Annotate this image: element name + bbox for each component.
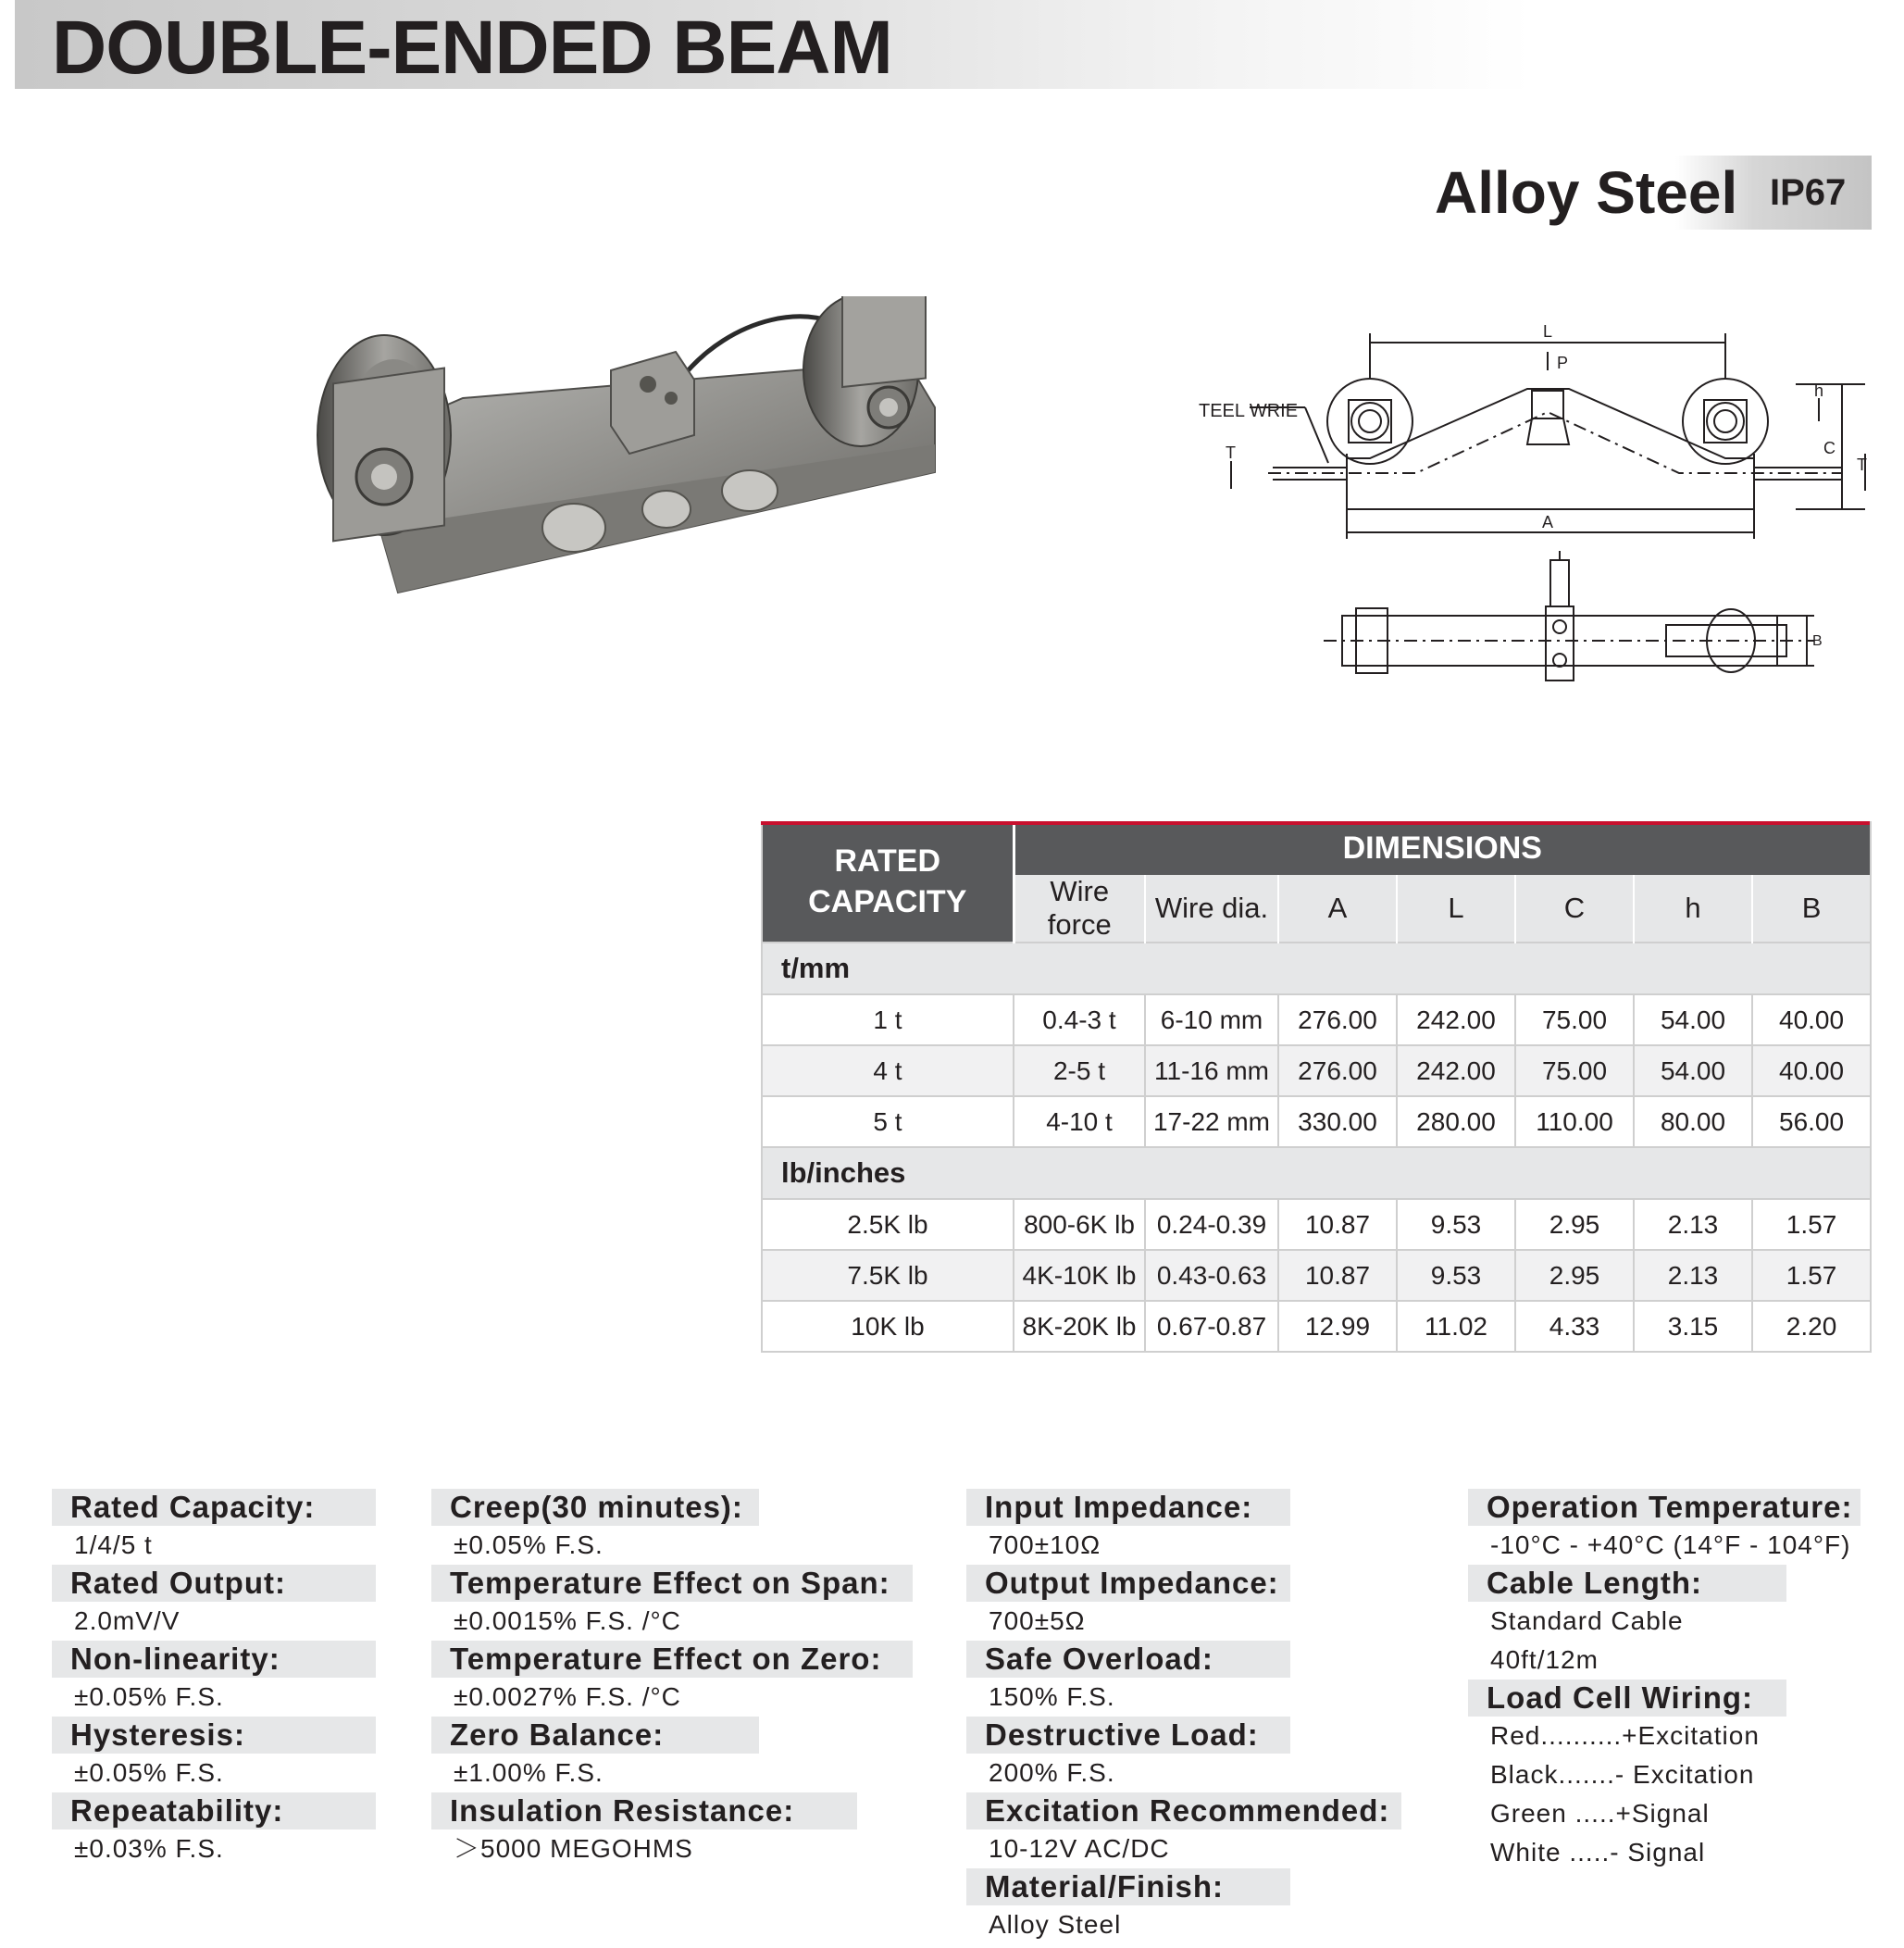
spec-value-cable-length: 40ft/12m bbox=[1490, 1645, 1599, 1674]
table-cell: 2.5K lb bbox=[762, 1199, 1014, 1250]
table-cell: 242.00 bbox=[1397, 994, 1515, 1045]
table-cell: 10K lb bbox=[762, 1301, 1014, 1352]
spec-value-operation-temp: -10°C - +40°C (14°F - 104°F) bbox=[1490, 1530, 1851, 1559]
table-cell: 4-10 t bbox=[1014, 1096, 1145, 1147]
table-cell: 11.02 bbox=[1397, 1301, 1515, 1352]
spec-value-insulation: ＞5000 MEGOHMS bbox=[454, 1834, 693, 1863]
table-cell: 0.43-0.63 bbox=[1145, 1250, 1278, 1301]
table-row bbox=[762, 994, 1871, 1045]
spec-value-rated-capacity: 1/4/5 t bbox=[74, 1530, 153, 1559]
spec-label-repeatability: Repeatability: bbox=[52, 1792, 376, 1829]
table-cell: 2.95 bbox=[1515, 1250, 1634, 1301]
label-t-right: T bbox=[1857, 456, 1867, 474]
spec-label-safe-overload: Safe Overload: bbox=[966, 1641, 1290, 1678]
spec-value-excitation: 10-12V AC/DC bbox=[989, 1834, 1170, 1863]
spec-label-cable-length: Cable Length: bbox=[1468, 1565, 1786, 1602]
label-c: C bbox=[1823, 439, 1836, 457]
label-l: L bbox=[1542, 324, 1553, 341]
table-cell: 10.87 bbox=[1278, 1199, 1397, 1250]
spec-label-insulation: Insulation Resistance: bbox=[431, 1792, 857, 1829]
imperial-unit-row: lb/inches bbox=[762, 1147, 1871, 1199]
spec-value-input-impedance: 700±10Ω bbox=[989, 1530, 1101, 1559]
spec-value-temp-span: ±0.0015% F.S. /°C bbox=[454, 1606, 681, 1635]
col-wire-force: Wire force bbox=[1014, 875, 1145, 943]
page-title: DOUBLE-ENDED BEAM bbox=[52, 6, 892, 90]
table-cell: 12.99 bbox=[1278, 1301, 1397, 1352]
spec-label-input-impedance: Input Impedance: bbox=[966, 1489, 1290, 1526]
table-cell: 1 t bbox=[762, 994, 1014, 1045]
col-h: h bbox=[1634, 875, 1752, 943]
table-row bbox=[762, 1045, 1871, 1096]
spec-label-material-finish: Material/Finish: bbox=[966, 1868, 1290, 1905]
label-a: A bbox=[1541, 513, 1554, 531]
table-cell: 4.33 bbox=[1515, 1301, 1634, 1352]
table-cell: 2.95 bbox=[1515, 1199, 1634, 1250]
metric-unit-row: t/mm bbox=[762, 943, 1871, 994]
spec-label-creep: Creep(30 minutes): bbox=[431, 1489, 759, 1526]
table-cell: 330.00 bbox=[1278, 1096, 1397, 1147]
table-cell: 8K-20K lb bbox=[1014, 1301, 1145, 1352]
table-cell: 17-22 mm bbox=[1145, 1096, 1278, 1147]
label-h: h bbox=[1814, 381, 1824, 400]
table-cell: 242.00 bbox=[1397, 1045, 1515, 1096]
table-cell: 11-16 mm bbox=[1145, 1045, 1278, 1096]
table-cell: 6-10 mm bbox=[1145, 994, 1278, 1045]
spec-label-destructive-load: Destructive Load: bbox=[966, 1717, 1290, 1754]
col-a: A bbox=[1278, 875, 1397, 943]
wiring-green: Green .....+Signal bbox=[1490, 1799, 1710, 1828]
table-cell: 10.87 bbox=[1278, 1250, 1397, 1301]
spec-value-destructive-load: 200% F.S. bbox=[989, 1758, 1115, 1787]
table-cell: 2.13 bbox=[1634, 1199, 1752, 1250]
table-cell: 9.53 bbox=[1397, 1250, 1515, 1301]
table-cell: 56.00 bbox=[1752, 1096, 1871, 1147]
ip-rating: IP67 bbox=[1770, 172, 1847, 213]
col-wire-dia: Wire dia. bbox=[1145, 875, 1278, 943]
product-photo bbox=[296, 296, 944, 611]
table-cell: 0.4-3 t bbox=[1014, 994, 1145, 1045]
label-p: P bbox=[1557, 354, 1569, 372]
table-row bbox=[762, 1301, 1871, 1352]
table-cell: 276.00 bbox=[1278, 994, 1397, 1045]
spec-value-repeatability: ±0.03% F.S. bbox=[74, 1834, 224, 1863]
wiring-white: White .....- Signal bbox=[1490, 1838, 1706, 1867]
spec-value-output-impedance: 700±5Ω bbox=[989, 1606, 1086, 1635]
table-cell: 75.00 bbox=[1515, 994, 1634, 1045]
spec-value-material-finish: Alloy Steel bbox=[989, 1910, 1122, 1939]
table-cell: 0.24-0.39 bbox=[1145, 1199, 1278, 1250]
spec-label-rated-capacity: Rated Capacity: bbox=[52, 1489, 376, 1526]
specs-column-1 bbox=[52, 1489, 376, 1868]
specs-column-3 bbox=[966, 1489, 1401, 1944]
label-teel-wrie: TEEL WRIE bbox=[1199, 401, 1299, 421]
table-cell: 54.00 bbox=[1634, 994, 1752, 1045]
col-l: L bbox=[1397, 875, 1515, 943]
table-cell: 0.67-0.87 bbox=[1145, 1301, 1278, 1352]
rated-capacity-header: RATED CAPACITY bbox=[762, 821, 1014, 943]
spec-value-zero-balance: ±1.00% F.S. bbox=[454, 1758, 604, 1787]
spec-label-hysteresis: Hysteresis: bbox=[52, 1717, 376, 1754]
spec-value-hysteresis: ±0.05% F.S. bbox=[74, 1758, 224, 1787]
table-cell: 40.00 bbox=[1752, 994, 1871, 1045]
table-top-rule bbox=[761, 821, 1870, 825]
spec-value-cable-standard: Standard Cable bbox=[1490, 1606, 1684, 1635]
table-cell: 2-5 t bbox=[1014, 1045, 1145, 1096]
spec-label-rated-output: Rated Output: bbox=[52, 1565, 376, 1602]
spec-value-safe-overload: 150% F.S. bbox=[989, 1682, 1115, 1711]
top-view-drawing bbox=[1324, 551, 1823, 694]
spec-label-operation-temp: Operation Temperature: bbox=[1468, 1489, 1860, 1526]
table-cell: 5 t bbox=[762, 1096, 1014, 1147]
table-cell: 80.00 bbox=[1634, 1096, 1752, 1147]
spec-label-wiring: Load Cell Wiring: bbox=[1468, 1680, 1786, 1717]
spec-value-creep: ±0.05% F.S. bbox=[454, 1530, 604, 1559]
label-t-left: T bbox=[1226, 443, 1236, 462]
table-cell: 4K-10K lb bbox=[1014, 1250, 1145, 1301]
spec-label-zero-balance: Zero Balance: bbox=[431, 1717, 759, 1754]
table-cell: 110.00 bbox=[1515, 1096, 1634, 1147]
spec-value-rated-output: 2.0mV/V bbox=[74, 1606, 180, 1635]
table-cell: 3.15 bbox=[1634, 1301, 1752, 1352]
table-row bbox=[762, 1096, 1871, 1147]
wiring-red: Red..........+Excitation bbox=[1490, 1721, 1760, 1750]
table-cell: 54.00 bbox=[1634, 1045, 1752, 1096]
label-b: B bbox=[1812, 633, 1823, 649]
spec-label-temp-span: Temperature Effect on Span: bbox=[431, 1565, 913, 1602]
table-cell: 9.53 bbox=[1397, 1199, 1515, 1250]
dimensions-table bbox=[761, 821, 1872, 1353]
table-cell: 276.00 bbox=[1278, 1045, 1397, 1096]
spec-label-temp-zero: Temperature Effect on Zero: bbox=[431, 1641, 913, 1678]
table-cell: 7.5K lb bbox=[762, 1250, 1014, 1301]
specs-column-4 bbox=[1468, 1489, 1860, 1872]
specs-column-2 bbox=[431, 1489, 913, 1868]
table-cell: 800-6K lb bbox=[1014, 1199, 1145, 1250]
col-c: C bbox=[1515, 875, 1634, 943]
dimensions-header: DIMENSIONS bbox=[1014, 821, 1871, 875]
spec-label-excitation: Excitation Recommended: bbox=[966, 1792, 1401, 1829]
side-view-drawing bbox=[1176, 324, 1879, 542]
table-row bbox=[762, 1199, 1871, 1250]
table-cell: 2.13 bbox=[1634, 1250, 1752, 1301]
table-cell: 40.00 bbox=[1752, 1045, 1871, 1096]
table-cell: 75.00 bbox=[1515, 1045, 1634, 1096]
spec-value-non-linearity: ±0.05% F.S. bbox=[74, 1682, 224, 1711]
table-cell: 2.20 bbox=[1752, 1301, 1871, 1352]
table-cell: 1.57 bbox=[1752, 1250, 1871, 1301]
spec-label-non-linearity: Non-linearity: bbox=[52, 1641, 376, 1678]
table-cell: 4 t bbox=[762, 1045, 1014, 1096]
col-b: B bbox=[1752, 875, 1871, 943]
material-name: Alloy Steel bbox=[1435, 159, 1738, 226]
table-cell: 280.00 bbox=[1397, 1096, 1515, 1147]
table-cell: 1.57 bbox=[1752, 1199, 1871, 1250]
spec-value-temp-zero: ±0.0027% F.S. /°C bbox=[454, 1682, 681, 1711]
spec-label-output-impedance: Output Impedance: bbox=[966, 1565, 1290, 1602]
wiring-black: Black.......- Excitation bbox=[1490, 1760, 1755, 1789]
table-row bbox=[762, 1250, 1871, 1301]
